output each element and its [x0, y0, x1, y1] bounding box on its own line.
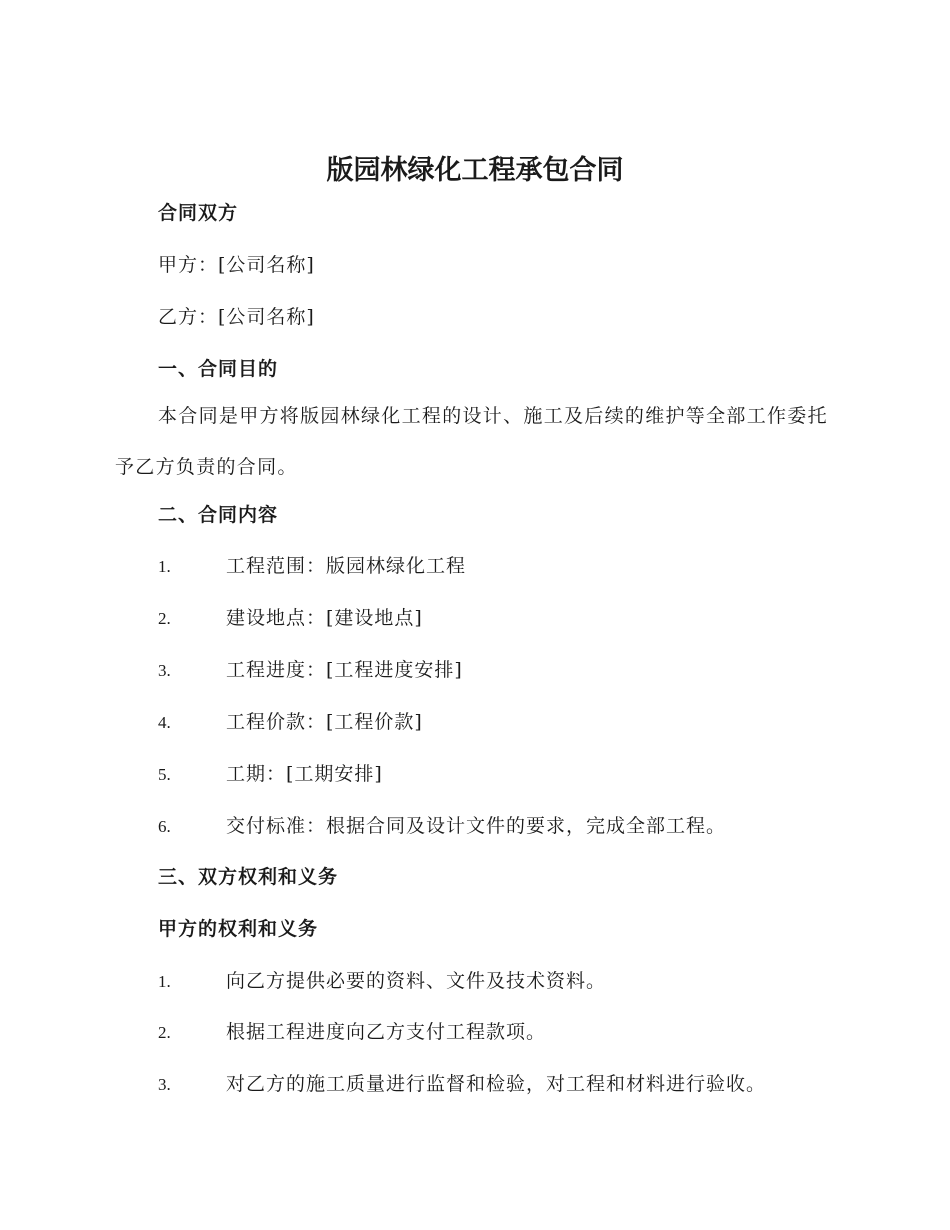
list-item: [158, 655, 463, 682]
list-item-number: 3.: [158, 1075, 171, 1094]
section3-subheading: 甲方的权利和义务: [158, 918, 319, 940]
list-item-number: 6.: [158, 817, 171, 836]
section1-heading: 一、合同目的: [158, 358, 279, 380]
list-item: [158, 603, 423, 630]
list-item-text: 对乙方的施工质量进行监督和检验，对工程和材料进行验收。: [226, 1073, 767, 1095]
document-title: 版园林绿化工程承包合同: [326, 155, 624, 186]
list-item: [158, 1069, 766, 1096]
section3-heading: 三、双方权利和义务: [158, 866, 339, 888]
party-b-line: 乙方：[公司名称]: [158, 306, 315, 328]
list-item: [158, 966, 606, 993]
list-item-number: 3.: [158, 661, 171, 680]
list-item-number: 2.: [158, 609, 171, 628]
list-item-number: 1.: [158, 972, 171, 991]
list-item: [158, 551, 466, 578]
list-item-text: 向乙方提供必要的资料、文件及技术资料。: [226, 970, 607, 992]
section1-paragraph: 本合同是甲方将版园林绿化工程的设计、施工及后续的维护等全部工作委托予乙方负责的合同。: [115, 405, 828, 478]
list-item-text: 工期：[工期安排]: [226, 763, 383, 785]
list-item: [158, 811, 726, 838]
list-item-number: 4.: [158, 713, 171, 732]
list-item-number: 1.: [158, 557, 171, 576]
list-item: [158, 707, 423, 734]
list-item-number: 5.: [158, 765, 171, 784]
list-item-text: 交付标准：根据合同及设计文件的要求，完成全部工程。: [226, 815, 727, 837]
list-item-text: 工程进度：[工程进度安排]: [226, 659, 463, 681]
list-item-text: 工程价款：[工程价款]: [226, 711, 423, 733]
list-item-number: 2.: [158, 1023, 171, 1042]
section2-heading: 二、合同内容: [158, 504, 279, 526]
list-item-text: 根据工程进度向乙方支付工程款项。: [226, 1021, 547, 1043]
list-item-text: 建设地点：[建设地点]: [226, 607, 423, 629]
list-item-text: 工程范围：版园林绿化工程: [226, 555, 467, 577]
parties-heading: 合同双方: [158, 202, 239, 224]
list-item: [158, 1017, 546, 1044]
party-a-line: 甲方：[公司名称]: [158, 254, 315, 276]
list-item: [158, 759, 383, 786]
